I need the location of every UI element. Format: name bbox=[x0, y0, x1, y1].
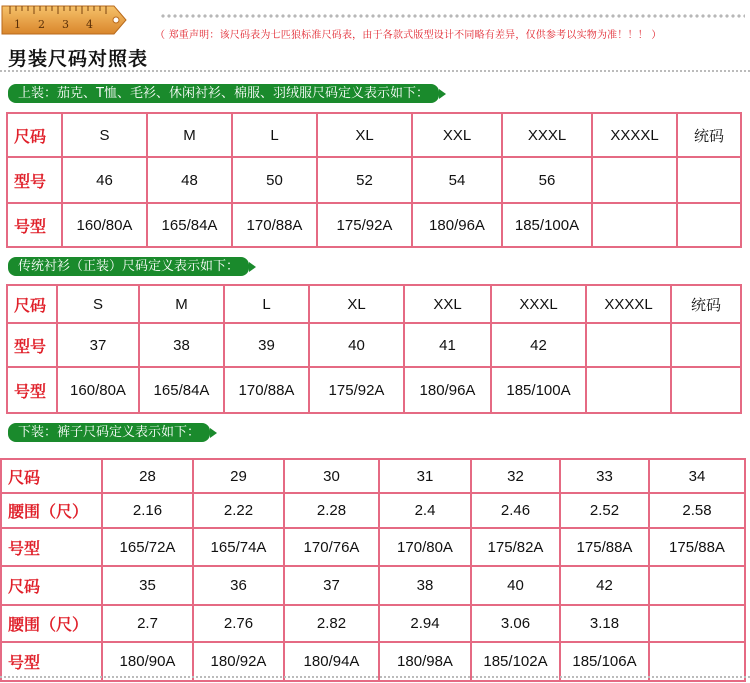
table-cell: 2.76 bbox=[193, 605, 284, 642]
table-cell: 56 bbox=[502, 157, 592, 203]
table-cell: 52 bbox=[317, 157, 412, 203]
table-cell bbox=[586, 323, 671, 367]
ruler-tick-3: 3 bbox=[62, 18, 69, 31]
ruler-tick-4: 4 bbox=[86, 18, 93, 31]
table-cell: 统码 bbox=[677, 113, 741, 157]
page-title: 男装尺码对照表 bbox=[8, 48, 149, 70]
table-cell: 175/92A bbox=[309, 367, 404, 413]
table-cell: 180/96A bbox=[412, 203, 502, 247]
ruler-tick-1: 1 bbox=[14, 18, 21, 31]
table-cell: 32 bbox=[471, 459, 560, 493]
ruler-tick-2: 2 bbox=[38, 18, 45, 31]
table-cell: XXXL bbox=[502, 113, 592, 157]
table-cell: 46 bbox=[62, 157, 147, 203]
table-cell: XL bbox=[309, 285, 404, 323]
shirts-size-table bbox=[6, 284, 742, 414]
table-cell: 39 bbox=[224, 323, 309, 367]
table-cell bbox=[677, 157, 741, 203]
table-cell bbox=[592, 203, 677, 247]
table-cell: 41 bbox=[404, 323, 491, 367]
table-cell: 175/88A bbox=[649, 528, 745, 566]
table-cell: XXL bbox=[412, 113, 502, 157]
table-cell: XXXXL bbox=[586, 285, 671, 323]
table-cell: XXXXL bbox=[592, 113, 677, 157]
table-cell: 2.94 bbox=[379, 605, 471, 642]
table-row bbox=[1, 605, 745, 642]
table-cell: 160/80A bbox=[62, 203, 147, 247]
table-cell: L bbox=[232, 113, 317, 157]
table-cell: 48 bbox=[147, 157, 232, 203]
table-row bbox=[7, 367, 741, 413]
table-row bbox=[7, 285, 741, 323]
table-cell: S bbox=[62, 113, 147, 157]
table-cell: 165/84A bbox=[147, 203, 232, 247]
table-cell: 3.18 bbox=[560, 605, 649, 642]
table-cell: 170/88A bbox=[232, 203, 317, 247]
table-cell: 180/90A bbox=[102, 642, 193, 681]
table-cell bbox=[649, 566, 745, 605]
table-cell bbox=[649, 605, 745, 642]
table-row bbox=[1, 528, 745, 566]
table-cell: 33 bbox=[560, 459, 649, 493]
table-cell: 185/106A bbox=[560, 642, 649, 681]
row-label: 腰围（尺） bbox=[1, 605, 102, 642]
table-row bbox=[1, 459, 745, 493]
table-row bbox=[7, 323, 741, 367]
table-cell bbox=[677, 203, 741, 247]
table-cell: 180/98A bbox=[379, 642, 471, 681]
table-cell bbox=[592, 157, 677, 203]
row-label: 号型 bbox=[1, 528, 102, 566]
table-cell: 170/88A bbox=[224, 367, 309, 413]
table-cell: 180/96A bbox=[404, 367, 491, 413]
bottom-divider bbox=[0, 676, 750, 678]
table-cell: 180/92A bbox=[193, 642, 284, 681]
table-cell: 36 bbox=[193, 566, 284, 605]
table-row bbox=[7, 203, 741, 247]
row-label: 号型 bbox=[7, 203, 62, 247]
table-cell: 165/72A bbox=[102, 528, 193, 566]
table-cell: 2.22 bbox=[193, 493, 284, 528]
table-cell: 2.52 bbox=[560, 493, 649, 528]
table-cell: XXL bbox=[404, 285, 491, 323]
table-cell: 2.58 bbox=[649, 493, 745, 528]
table-cell: 31 bbox=[379, 459, 471, 493]
table-cell: 统码 bbox=[671, 285, 741, 323]
table-cell: 175/92A bbox=[317, 203, 412, 247]
section-trousers-heading: 下装：裤子尺码定义表示如下： bbox=[8, 423, 210, 442]
table-cell: 54 bbox=[412, 157, 502, 203]
row-label: 尺码 bbox=[7, 113, 62, 157]
table-cell: 40 bbox=[471, 566, 560, 605]
table-cell: 42 bbox=[560, 566, 649, 605]
title-divider bbox=[0, 70, 750, 72]
table-cell: L bbox=[224, 285, 309, 323]
table-cell: 185/102A bbox=[471, 642, 560, 681]
ruler-logo-icon bbox=[0, 2, 128, 38]
row-label: 型号 bbox=[7, 157, 62, 203]
table-row bbox=[1, 566, 745, 605]
table-cell: 170/76A bbox=[284, 528, 379, 566]
table-cell: 28 bbox=[102, 459, 193, 493]
table-cell: 180/94A bbox=[284, 642, 379, 681]
table-cell bbox=[586, 367, 671, 413]
table-cell: 2.4 bbox=[379, 493, 471, 528]
table-cell: 185/100A bbox=[491, 367, 586, 413]
table-cell: 175/82A bbox=[471, 528, 560, 566]
row-label: 号型 bbox=[1, 642, 102, 681]
table-cell: 37 bbox=[57, 323, 139, 367]
disclaimer-notice: （ 郑重声明：该尺码表为七匹狼标准尺码表，由于各款式版型设计不同略有差异，仅供参考以实物为准！！！ ） bbox=[155, 30, 662, 41]
table-cell: 160/80A bbox=[57, 367, 139, 413]
dotted-divider bbox=[160, 13, 745, 19]
table-cell: XL bbox=[317, 113, 412, 157]
table-cell: 165/74A bbox=[193, 528, 284, 566]
table-cell: XXXL bbox=[491, 285, 586, 323]
table-row bbox=[7, 157, 741, 203]
row-label: 腰围（尺） bbox=[1, 493, 102, 528]
table-cell: M bbox=[139, 285, 224, 323]
table-cell: 34 bbox=[649, 459, 745, 493]
table-row bbox=[7, 113, 741, 157]
table-cell: 3.06 bbox=[471, 605, 560, 642]
table-cell: 35 bbox=[102, 566, 193, 605]
table-cell: 170/80A bbox=[379, 528, 471, 566]
table-cell: 30 bbox=[284, 459, 379, 493]
table-cell: 2.16 bbox=[102, 493, 193, 528]
table-cell: 175/88A bbox=[560, 528, 649, 566]
row-label: 尺码 bbox=[1, 566, 102, 605]
table-cell: 38 bbox=[139, 323, 224, 367]
row-label: 号型 bbox=[7, 367, 57, 413]
table-row bbox=[1, 493, 745, 528]
tops-size-table bbox=[6, 112, 742, 248]
table-cell: 2.46 bbox=[471, 493, 560, 528]
trousers-size-table bbox=[0, 458, 746, 682]
table-cell: 2.7 bbox=[102, 605, 193, 642]
table-cell: 38 bbox=[379, 566, 471, 605]
row-label: 尺码 bbox=[7, 285, 57, 323]
table-cell bbox=[671, 323, 741, 367]
table-cell: 42 bbox=[491, 323, 586, 367]
table-cell: 29 bbox=[193, 459, 284, 493]
table-cell: 40 bbox=[309, 323, 404, 367]
table-cell: 2.28 bbox=[284, 493, 379, 528]
table-cell: 37 bbox=[284, 566, 379, 605]
row-label: 尺码 bbox=[1, 459, 102, 493]
table-cell: 50 bbox=[232, 157, 317, 203]
table-cell bbox=[671, 367, 741, 413]
section-shirts-heading: 传统衬衫（正装）尺码定义表示如下： bbox=[8, 257, 249, 276]
section-tops-heading: 上装：茄克、T恤、毛衫、休闲衬衫、棉服、羽绒服尺码定义表示如下： bbox=[8, 84, 439, 103]
table-cell: 185/100A bbox=[502, 203, 592, 247]
table-cell: S bbox=[57, 285, 139, 323]
table-cell: M bbox=[147, 113, 232, 157]
row-label: 型号 bbox=[7, 323, 57, 367]
table-cell: 165/84A bbox=[139, 367, 224, 413]
table-cell: 2.82 bbox=[284, 605, 379, 642]
